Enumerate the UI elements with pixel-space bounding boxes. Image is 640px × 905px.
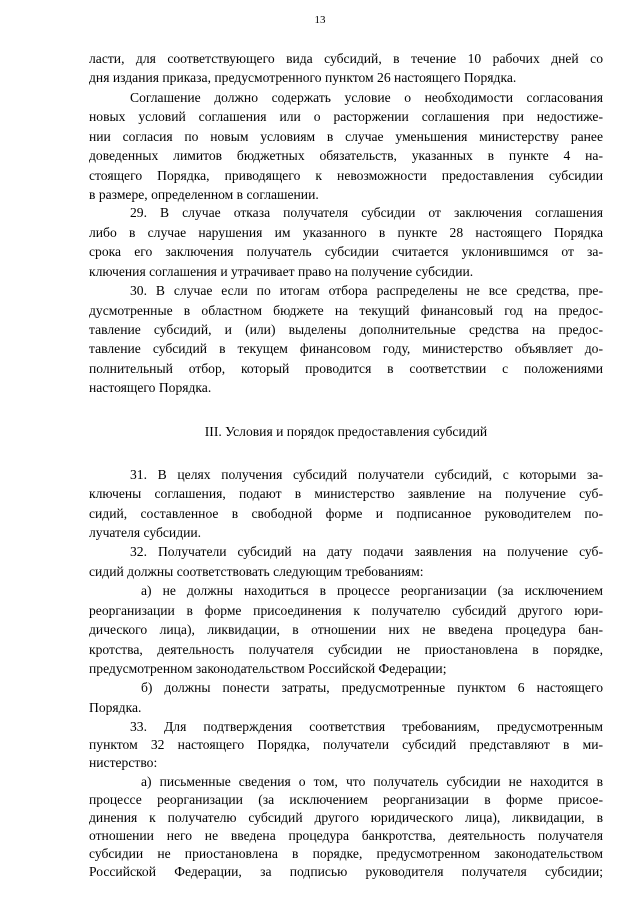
text-line: сидий должны соответствовать следующим требованиям: xyxy=(89,563,424,579)
text-line: предусмотренном законодательством Российской Федерации; xyxy=(89,660,447,676)
text-line: ключены соглашения, подают в министерство заявление на получение суб- xyxy=(89,486,603,502)
text-line: тавление субсидий, и (или) выделены дополнительные средства на предос- xyxy=(89,322,603,337)
page-number: 13 xyxy=(314,14,326,26)
text-line: срока его заключения получатель субсидии считается уклонившимся от за- xyxy=(89,244,603,260)
text-line: новых условий соглашения или о расторжении соглашения при недостиже- xyxy=(89,109,603,125)
text-line: б) должны понести затраты, предусмотренные пунктом 6 настоящего xyxy=(141,680,603,696)
text-line: в размере, определенном в соглашении. xyxy=(89,186,319,202)
text-line: кротства, деятельность получателя субсидии не приостановлена в порядке, xyxy=(89,641,603,657)
text-line: дня издания приказа, предусмотренного пунктом 26 настоящего Порядка. xyxy=(89,70,517,86)
text-line: дического лица), ликвидации, в отношении них не введена процедура бан- xyxy=(89,622,603,638)
section-heading: III. Условия и порядок предоставления субсидий xyxy=(204,423,488,439)
text-line: 33. Для подтверждения соответствия требованиям, предусмотренным xyxy=(130,719,603,735)
text-line: ласти, для соответствующего вида субсидий, в течение 10 рабочих дней со xyxy=(89,51,603,66)
text-line: настоящего Порядка. xyxy=(89,380,212,396)
text-line: лучателя субсидии. xyxy=(89,525,202,541)
text-line: полнительный отбор, который проводится в соответствии с положениями xyxy=(89,360,603,376)
text-line: ключения соглашения и утрачивает право на получение субсидии. xyxy=(89,263,474,279)
text-line: пунктом 32 настоящего Порядка, получатели субсидий представляют в ми- xyxy=(89,737,603,753)
text-line: 29. В случае отказа получателя субсидии от заключения соглашения xyxy=(130,205,603,221)
text-line: дусмотренные в областном бюджете на текущий финансовый год на предос- xyxy=(89,302,603,318)
text-line: 30. В случае если по итогам отбора распределены не все средства, пре- xyxy=(130,283,603,299)
text-line: отношении него не введена процедура банкротства, деятельность получателя xyxy=(89,827,603,843)
text-line: стоящего Порядка, приводящего к невозможности предоставления субсидии xyxy=(89,167,603,183)
text-line: 32. Получатели субсидий на дату подачи заявления на получение суб- xyxy=(130,544,603,560)
text-line: Соглашение должно содержать условие о необходимости согласования xyxy=(130,89,603,105)
text-line: динения к получателю субсидий другого юридического лица), ликвидации, в xyxy=(89,809,603,825)
text-line: 31. В целях получения субсидий получатели субсидий, с которыми за- xyxy=(130,466,603,482)
text-line: а) письменные сведения о том, что получатель субсидии не находится в xyxy=(141,773,603,789)
text-line: тавление субсидий в текущем финансовом году, министерство объявляет до- xyxy=(89,341,603,357)
text-line: Российской Федерации, за подписью руководителя получателя субсидии; xyxy=(89,864,603,879)
text-line: процессе реорганизации (за исключением реорганизации в форме присое- xyxy=(89,791,603,807)
text-line: реорганизации в форме присоединения к получателю субсидий другого юри- xyxy=(89,602,603,618)
text-line: Порядка. xyxy=(89,699,142,715)
text-line: доведенных лимитов бюджетных обязательств, указанных в пункте 4 на- xyxy=(89,148,603,164)
text-line: сидий, составленное в свободной форме и подписанное руководителем по- xyxy=(89,505,603,521)
text-line: нистерство: xyxy=(89,755,158,771)
text-line: либо в случае нарушения им указанного в пункте 28 настоящего Порядка xyxy=(89,224,603,240)
text-line: а) не должны находиться в процессе реорганизации (за исключением xyxy=(141,583,603,599)
text-line: субсидии не приостановлена в порядке, предусмотренном законодательством xyxy=(89,845,603,861)
text-line: нии согласия по новым условиям в случае уменьшения министерству ранее xyxy=(89,128,603,144)
